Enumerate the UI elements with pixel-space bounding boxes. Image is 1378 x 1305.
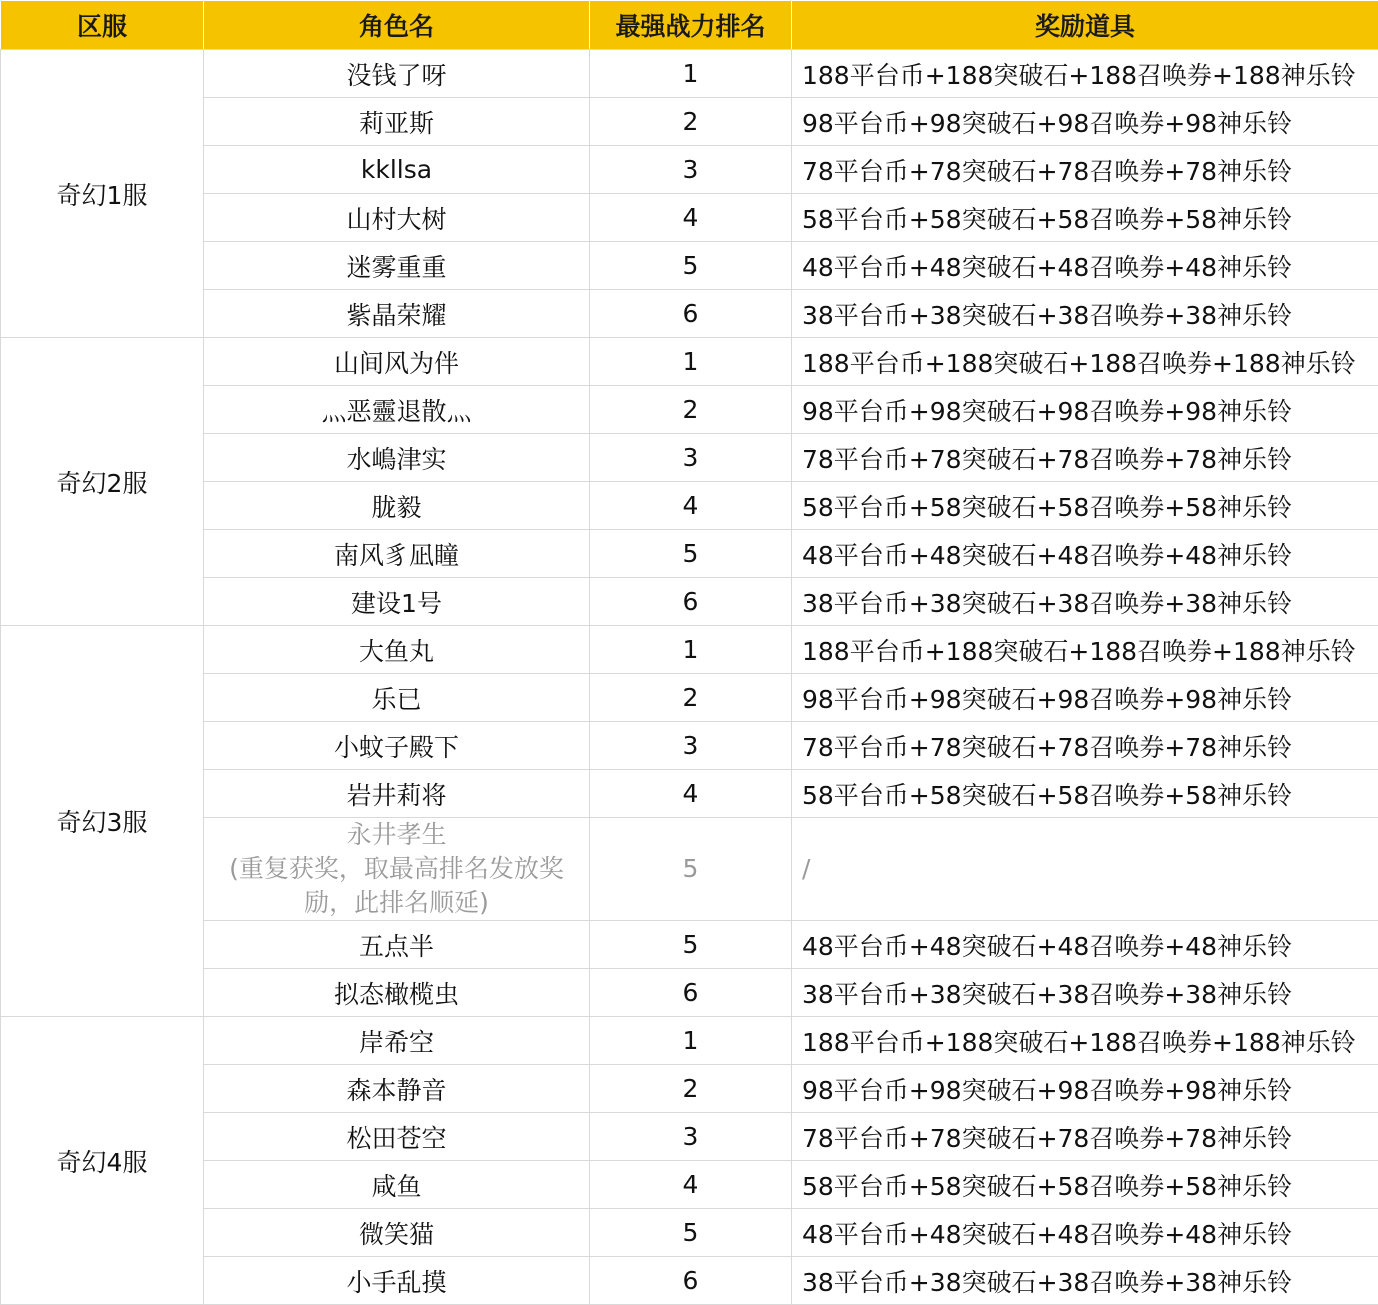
rank-cell: 4: [590, 770, 792, 818]
reward-cell: 48平台币+48突破石+48召唤券+48神乐铃: [792, 1209, 1378, 1257]
reward-cell: 78平台币+78突破石+78召唤券+78神乐铃: [792, 434, 1378, 482]
reward-cell: 58平台币+58突破石+58召唤券+58神乐铃: [792, 1161, 1378, 1209]
table-row: [1, 434, 1378, 482]
rank-cell: 1: [590, 1017, 792, 1065]
character-name-cell: 迷雾重重: [204, 242, 590, 290]
rank-cell: 2: [590, 98, 792, 146]
table-row: [1, 921, 1378, 969]
reward-cell: 188平台币+188突破石+188召唤券+188神乐铃: [792, 338, 1378, 386]
table-row: [1, 194, 1378, 242]
table-row: [1, 1209, 1378, 1257]
reward-cell: 188平台币+188突破石+188召唤券+188神乐铃: [792, 1017, 1378, 1065]
table-row: [1, 626, 1378, 674]
character-name-cell: 松田苍空: [204, 1113, 590, 1161]
character-name-cell: 永井孝生 (重复获奖，取最高排名发放奖励，此排名顺延): [204, 818, 590, 921]
reward-cell: 78平台币+78突破石+78召唤券+78神乐铃: [792, 1113, 1378, 1161]
rank-cell: 3: [590, 722, 792, 770]
reward-cell: 58平台币+58突破石+58召唤券+58神乐铃: [792, 482, 1378, 530]
reward-cell: 188平台币+188突破石+188召唤券+188神乐铃: [792, 50, 1378, 98]
character-name-cell: 五点半: [204, 921, 590, 969]
rank-cell: 4: [590, 194, 792, 242]
character-name-cell: 水嶋津实: [204, 434, 590, 482]
reward-cell: /: [792, 818, 1378, 921]
rank-cell: 6: [590, 578, 792, 626]
character-name-cell: 建设1号: [204, 578, 590, 626]
reward-cell: 98平台币+98突破石+98召唤券+98神乐铃: [792, 98, 1378, 146]
reward-cell: 58平台币+58突破石+58召唤券+58神乐铃: [792, 194, 1378, 242]
character-name-cell: 岸希空: [204, 1017, 590, 1065]
rank-cell: 3: [590, 434, 792, 482]
table-row: [1, 338, 1378, 386]
table-row: [1, 530, 1378, 578]
rank-cell: 1: [590, 50, 792, 98]
rank-cell: 3: [590, 1113, 792, 1161]
reward-cell: 38平台币+38突破石+38召唤券+38神乐铃: [792, 578, 1378, 626]
reward-cell: 98平台币+98突破石+98召唤券+98神乐铃: [792, 1065, 1378, 1113]
rank-cell: 1: [590, 626, 792, 674]
character-name-cell: 小蚊子殿下: [204, 722, 590, 770]
character-name-cell: 灬恶靈退散灬: [204, 386, 590, 434]
rank-cell: 6: [590, 969, 792, 1017]
rank-cell: 2: [590, 1065, 792, 1113]
server-cell: 奇幻3服: [1, 626, 204, 1017]
table-row: [1, 482, 1378, 530]
reward-cell: 78平台币+78突破石+78召唤券+78神乐铃: [792, 722, 1378, 770]
rank-cell: 1: [590, 338, 792, 386]
rank-cell: 4: [590, 482, 792, 530]
reward-cell: 188平台币+188突破石+188召唤券+188神乐铃: [792, 626, 1378, 674]
reward-cell: 48平台币+48突破石+48召唤券+48神乐铃: [792, 530, 1378, 578]
table-row: [1, 386, 1378, 434]
table-body: [1, 50, 1378, 1305]
rank-cell: 5: [590, 242, 792, 290]
table-row: [1, 818, 1378, 921]
character-name-cell: 森本静音: [204, 1065, 590, 1113]
table-row: [1, 1017, 1378, 1065]
rank-cell: 6: [590, 290, 792, 338]
header-rank: 最强战力排名: [590, 1, 792, 50]
reward-cell: 98平台币+98突破石+98召唤券+98神乐铃: [792, 674, 1378, 722]
character-name-cell: 山间风为伴: [204, 338, 590, 386]
table-row: [1, 242, 1378, 290]
rank-cell: 5: [590, 921, 792, 969]
table-row: [1, 1257, 1378, 1305]
table-row: [1, 722, 1378, 770]
table-row: [1, 50, 1378, 98]
reward-cell: 38平台币+38突破石+38召唤券+38神乐铃: [792, 969, 1378, 1017]
server-cell: 奇幻2服: [1, 338, 204, 626]
reward-cell: 38平台币+38突破石+38召唤券+38神乐铃: [792, 290, 1378, 338]
character-name-cell: 大鱼丸: [204, 626, 590, 674]
reward-cell: 48平台币+48突破石+48召唤券+48神乐铃: [792, 921, 1378, 969]
table-row: [1, 969, 1378, 1017]
rank-cell: 5: [590, 1209, 792, 1257]
table-row: [1, 290, 1378, 338]
server-cell: 奇幻4服: [1, 1017, 204, 1305]
table-row: [1, 1161, 1378, 1209]
header-reward: 奖励道具: [792, 1, 1378, 50]
character-name-cell: 拟态橄榄虫: [204, 969, 590, 1017]
reward-cell: 38平台币+38突破石+38召唤券+38神乐铃: [792, 1257, 1378, 1305]
header-server: 区服: [1, 1, 204, 50]
table-row: [1, 674, 1378, 722]
reward-cell: 98平台币+98突破石+98召唤券+98神乐铃: [792, 386, 1378, 434]
character-name-cell: 南风豸凪瞳: [204, 530, 590, 578]
character-name-cell: 莉亚斯: [204, 98, 590, 146]
rank-cell: 4: [590, 1161, 792, 1209]
reward-cell: 58平台币+58突破石+58召唤券+58神乐铃: [792, 770, 1378, 818]
table-row: [1, 146, 1378, 194]
reward-cell: 78平台币+78突破石+78召唤券+78神乐铃: [792, 146, 1378, 194]
server-cell: 奇幻1服: [1, 50, 204, 338]
reward-cell: 48平台币+48突破石+48召唤券+48神乐铃: [792, 242, 1378, 290]
table-row: [1, 770, 1378, 818]
character-name-cell: 紫晶荣耀: [204, 290, 590, 338]
character-name-cell: 胧毅: [204, 482, 590, 530]
character-name-cell: 小手乱摸: [204, 1257, 590, 1305]
table-row: [1, 1065, 1378, 1113]
table-row: [1, 1113, 1378, 1161]
rank-cell: 2: [590, 386, 792, 434]
header-name: 角色名: [204, 1, 590, 50]
character-name-cell: 岩井莉将: [204, 770, 590, 818]
character-name-cell: kkllsa: [204, 146, 590, 194]
rank-cell: 6: [590, 1257, 792, 1305]
table-row: [1, 98, 1378, 146]
table-row: [1, 578, 1378, 626]
character-name-cell: 咸鱼: [204, 1161, 590, 1209]
header-row: [1, 1, 1378, 50]
rank-cell: 5: [590, 530, 792, 578]
rank-cell: 2: [590, 674, 792, 722]
character-name-cell: 乐已: [204, 674, 590, 722]
character-name-cell: 山村大树: [204, 194, 590, 242]
rank-cell: 3: [590, 146, 792, 194]
character-name-cell: 没钱了呀: [204, 50, 590, 98]
character-name-cell: 微笑猫: [204, 1209, 590, 1257]
rank-cell: 5: [590, 818, 792, 921]
